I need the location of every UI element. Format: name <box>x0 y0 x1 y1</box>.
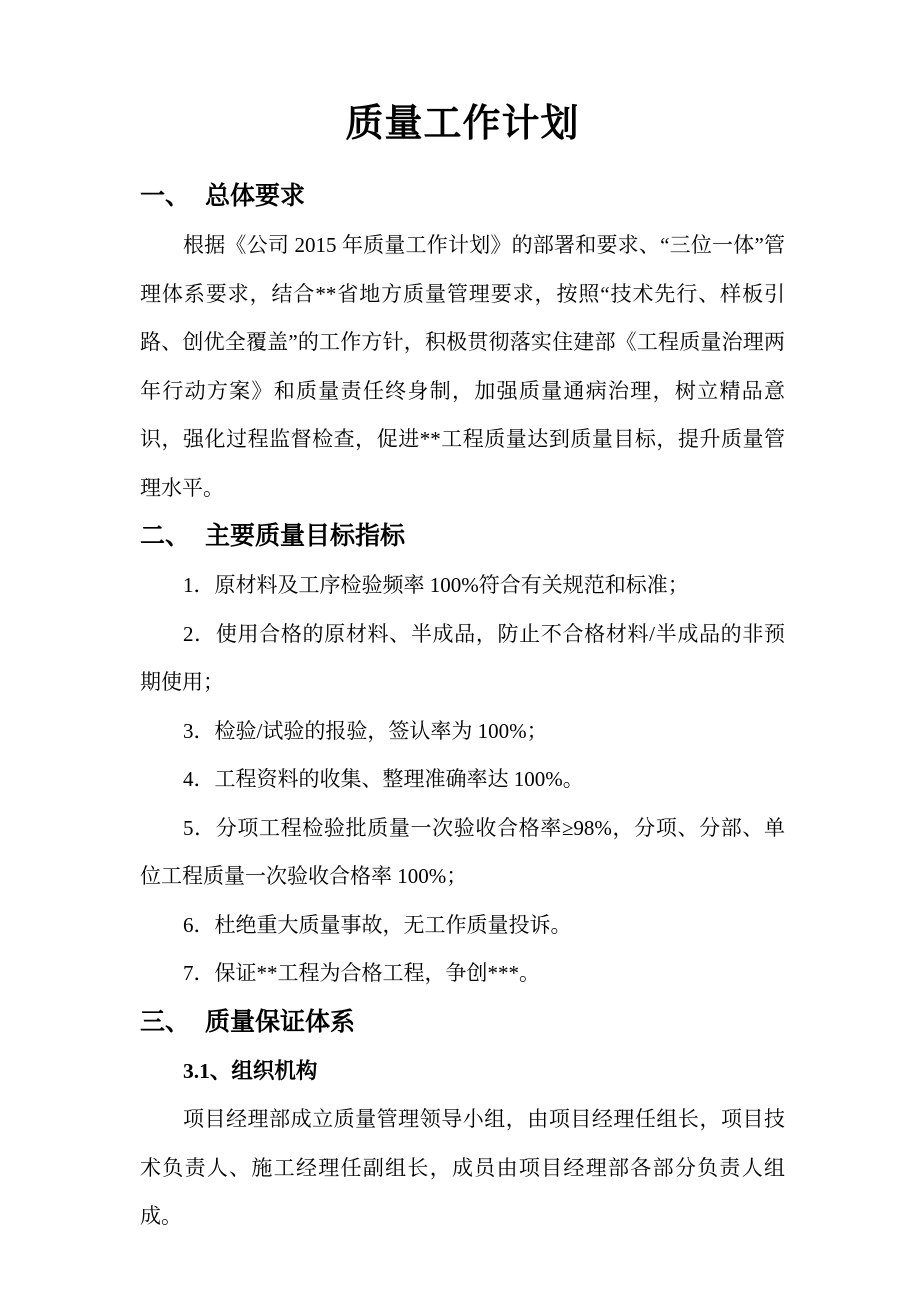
subsection-heading-3-1: 3.1、组织机构 <box>183 1058 318 1083</box>
quality-target-item-1: 1．原材料及工序检验频率 100%符合有关规范和标准； <box>183 573 689 597</box>
section-1-title: 总体要求 <box>205 183 306 210</box>
section-1-paragraph: 根据《公司 2015 年质量工作计划》的部署和要求、“三位一体”管理体系要求，结合**省地方质量管理要求，按照“技术先行、样板引路、创优全覆盖”的工作方针，积极贯彻落实住建部《工程质量治理两年行动方案》和质量责任终身制，加强质量通病治理，树立精品意识，强化过程监督检查，促进**工程质量达到质量目标，提升质量管理水平。 <box>140 233 785 500</box>
section-3-title: 质量保证体系 <box>205 1008 356 1036</box>
section-1-number: 一、 <box>140 183 191 210</box>
section-heading-2 <box>140 512 785 561</box>
section-heading-3 <box>140 998 785 1047</box>
quality-target-item-4: 4．工程资料的收集、整理准确率达 100%。 <box>183 767 584 791</box>
quality-target-item-5: 5．分项工程检验批质量一次验收合格率≥98%，分项、分部、单位工程质量一次验收合格率 100%； <box>140 815 785 888</box>
quality-target-item-7: 7．保证**工程为合格工程，争创***。 <box>183 961 540 985</box>
section-3-paragraph: 项目经理部成立质量管理领导小组，由项目经理任组长，项目技术负责人、施工经理任副组长，成员由项目经理部各部分负责人组成。 <box>140 1107 785 1228</box>
section-2-title: 主要质量目标指标 <box>205 523 406 550</box>
section-3-number: 三、 <box>140 1008 191 1036</box>
document-title: 质量工作计划 <box>345 103 580 145</box>
quality-target-item-2: 2．使用合格的原材料、半成品，防止不合格材料/半成品的非预期使用； <box>140 621 785 694</box>
section-heading-1 <box>140 172 785 221</box>
quality-target-item-6: 6．杜绝重大质量事故，无工作质量投诉。 <box>183 912 572 937</box>
section-2-number: 二、 <box>140 523 191 550</box>
quality-target-item-3: 3．检验/试验的报验，签认率为 100%； <box>183 718 548 743</box>
